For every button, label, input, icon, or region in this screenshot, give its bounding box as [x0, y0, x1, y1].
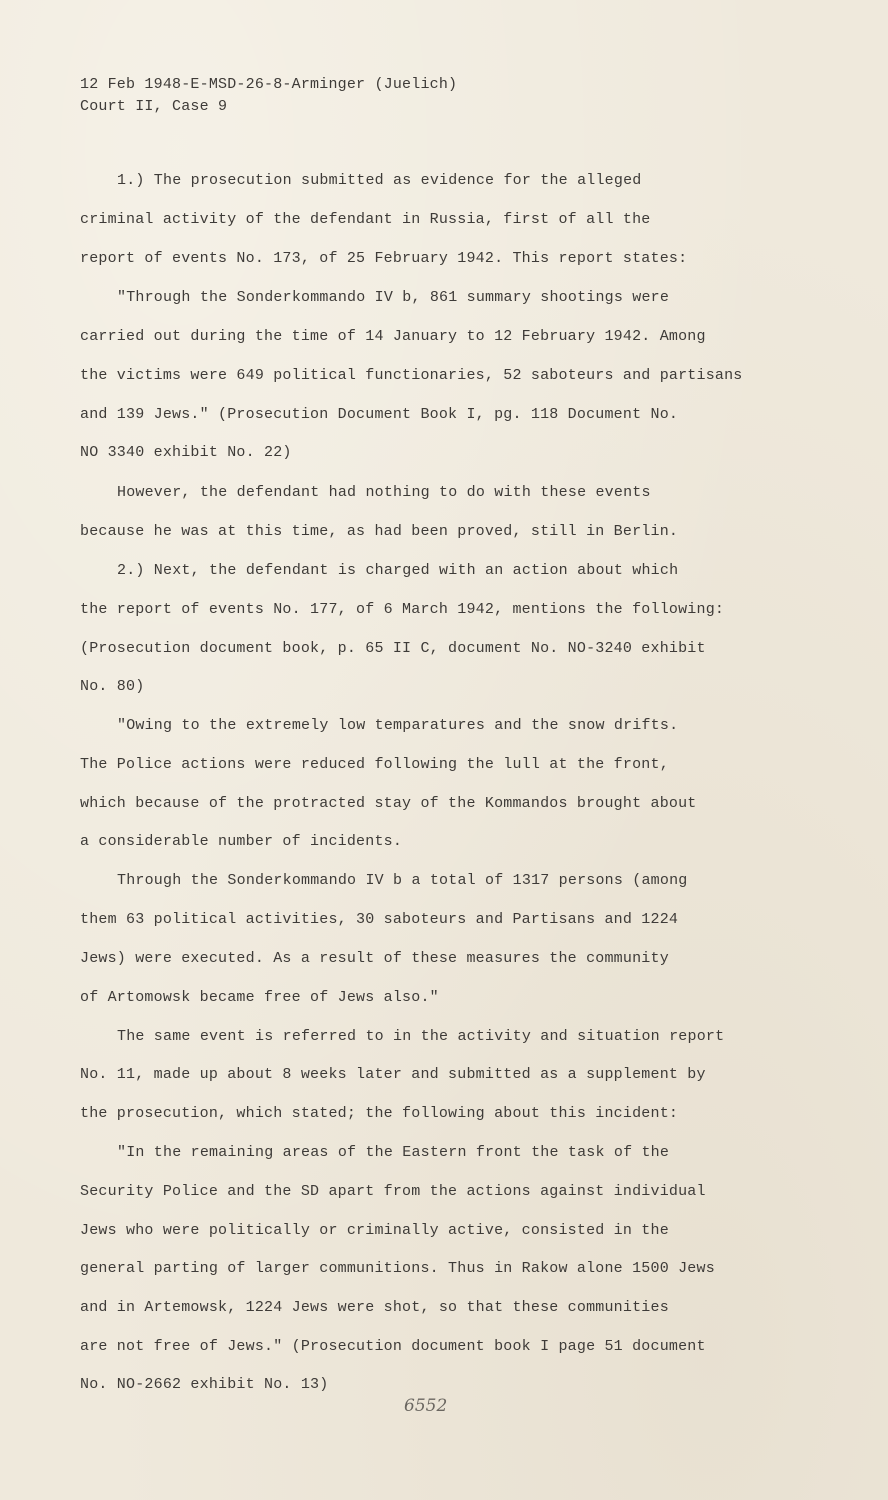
- body-line: "In the remaining areas of the Eastern front the task of the: [117, 1144, 670, 1161]
- body-line: The same event is referred to in the activity and situation report: [117, 1028, 725, 1045]
- body-line: "Through the Sonderkommando IV b, 861 summary shootings were: [117, 289, 670, 306]
- body-line: a considerable number of incidents.: [80, 833, 403, 850]
- body-line: No. 11, made up about 8 weeks later and submitted as a supplement by: [80, 1066, 706, 1083]
- body-line: Through the Sonderkommando IV b a total of 1317 persons (among: [117, 872, 688, 889]
- body-line: are not free of Jews." (Prosecution document book I page 51 document: [80, 1338, 706, 1355]
- body-line: which because of the protracted stay of the Kommandos brought about: [80, 795, 697, 812]
- body-line: because he was at this time, as had been proved, still in Berlin.: [80, 523, 679, 540]
- body-line: Jews who were politically or criminally active, consisted in the: [80, 1222, 669, 1239]
- body-line: No. 80): [80, 678, 145, 695]
- body-line: criminal activity of the defendant in Russia, first of all the: [80, 211, 651, 228]
- body-line: "Owing to the extremely low temparatures and the snow drifts.: [117, 717, 679, 734]
- page-number: 6552: [404, 1396, 448, 1416]
- body-line: carried out during the time of 14 January to 12 February 1942. Among: [80, 328, 706, 345]
- body-line: general parting of larger communitions. Thus in Rakow alone 1500 Jews: [80, 1260, 715, 1277]
- body-line: 2.) Next, the defendant is charged with an action about which: [117, 562, 679, 579]
- body-line: the report of events No. 177, of 6 March 1942, mentions the following:: [80, 601, 725, 618]
- body-line: NO 3340 exhibit No. 22): [80, 444, 292, 461]
- body-line: No. NO-2662 exhibit No. 13): [80, 1376, 329, 1393]
- body-line: (Prosecution document book, p. 65 II C, document No. NO-3240 exhibit: [80, 640, 706, 657]
- body-line: Jews) were executed. As a result of these measures the community: [80, 950, 669, 967]
- header-line-2: Court II, Case 9: [80, 98, 228, 115]
- body-line: and in Artemowsk, 1224 Jews were shot, so that these communities: [80, 1299, 669, 1316]
- body-line: the victims were 649 political functionaries, 52 saboteurs and partisans: [80, 367, 743, 384]
- header-line-1: 12 Feb 1948-E-MSD-26-8-Arminger (Juelich): [80, 76, 458, 93]
- body-line: The Police actions were reduced following the lull at the front,: [80, 756, 669, 773]
- body-line: However, the defendant had nothing to do with these events: [117, 484, 651, 501]
- body-line: 1.) The prosecution submitted as evidence for the alleged: [117, 172, 642, 189]
- body-line: the prosecution, which stated; the following about this incident:: [80, 1105, 679, 1122]
- body-line: of Artomowsk became free of Jews also.": [80, 989, 439, 1006]
- body-line: Security Police and the SD apart from the actions against individual: [80, 1183, 706, 1200]
- body-line: and 139 Jews." (Prosecution Document Book I, pg. 118 Document No.: [80, 406, 679, 423]
- body-line: report of events No. 173, of 25 February 1942. This report states:: [80, 250, 688, 267]
- body-line: them 63 political activities, 30 saboteurs and Partisans and 1224: [80, 911, 679, 928]
